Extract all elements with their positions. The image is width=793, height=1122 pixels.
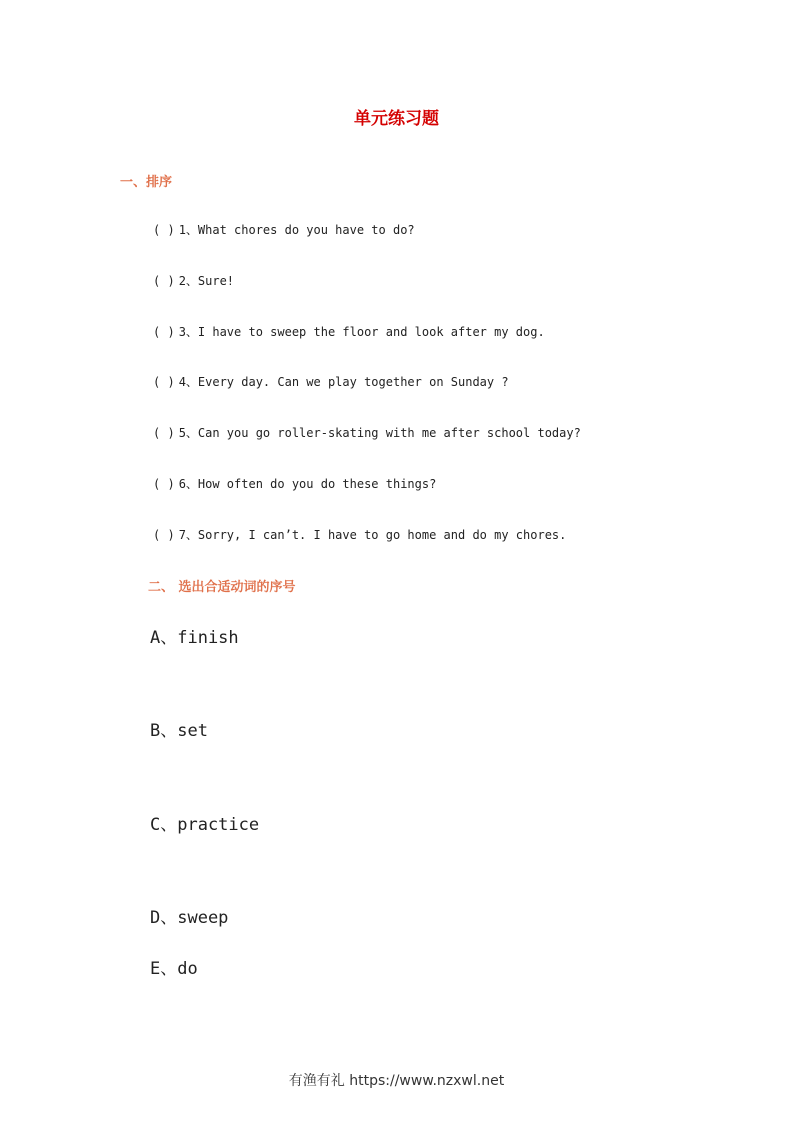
question-text: 6、How often do you do these things?	[178, 476, 437, 491]
question-text: 7、Sorry, I can’t. I have to go home and do my chores.	[178, 527, 567, 542]
question-item	[153, 324, 581, 375]
answer-blank: ( )	[153, 273, 175, 288]
section-heading-ordering: 一、排序	[120, 175, 173, 190]
question-item	[153, 527, 581, 578]
question-item	[153, 425, 581, 476]
verb-option-c: C、practice	[150, 815, 260, 835]
question-text: 3、I have to sweep the floor and look after my dog.	[178, 324, 545, 339]
question-item	[153, 374, 581, 425]
verb-option-b: B、set	[150, 721, 208, 741]
answer-blank: ( )	[153, 324, 175, 339]
question-text: 2、Sure!	[178, 273, 235, 288]
answer-blank: ( )	[153, 375, 175, 390]
ordering-question-list	[153, 222, 581, 578]
question-item	[153, 476, 581, 527]
verb-option-d: D、sweep	[150, 908, 229, 928]
footer-watermark: 有渔有礼 https://www.nzxwl.net	[288, 1073, 505, 1089]
page-title: 单元练习题	[354, 109, 439, 129]
question-text: 4、Every day. Can we play together on Sunday ?	[178, 375, 509, 390]
question-item	[153, 273, 581, 324]
verb-option-e: E、do	[150, 959, 198, 979]
question-item	[153, 222, 581, 273]
question-text: 1、What chores do you have to do?	[178, 223, 415, 237]
section-heading-verbs: 二、 选出合适动词的序号	[148, 580, 296, 595]
answer-blank: ( )	[153, 476, 175, 491]
answer-blank: ( )	[153, 527, 175, 542]
verb-option-a: A、finish	[150, 628, 239, 648]
answer-blank: ( )	[153, 426, 175, 441]
question-text: 5、Can you go roller-skating with me after school today?	[178, 426, 581, 441]
answer-blank: ( )	[153, 223, 175, 237]
